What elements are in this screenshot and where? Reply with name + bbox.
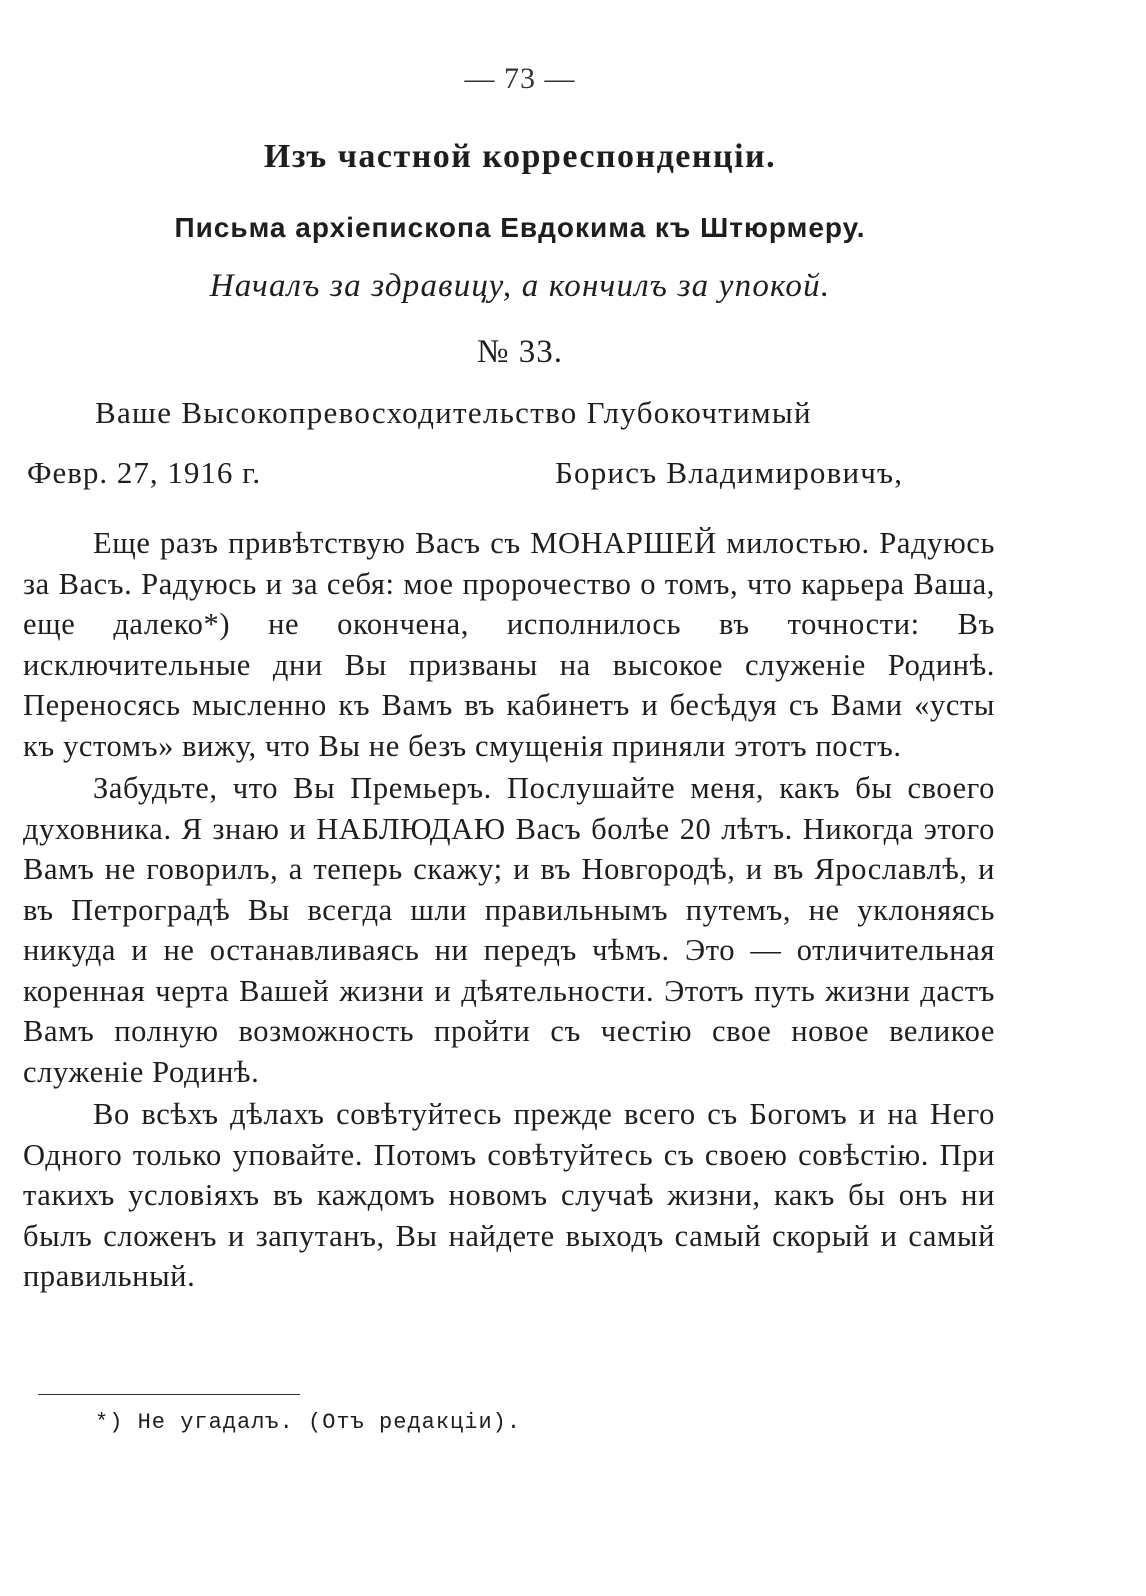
page-title: Изъ частной корреспонденціи. (263, 138, 777, 175)
section-subtitle: Письма архіепископа Евдокима къ Штюрмеру. (174, 212, 866, 243)
page-number: — 73 — (464, 62, 576, 95)
letter-date: Февр. 27, 1916 г. (27, 455, 262, 490)
footnote: *) Не угадалъ. (Отъ редакціи). (95, 1410, 522, 1435)
footnote-divider (38, 1394, 300, 1395)
letter-salutation: Ваше Высокопревосходительство Глубокочтимый (95, 395, 812, 430)
letter-paragraph: Забудьте, что Вы Премьеръ. Послушайте меня, какъ бы своего духовника. Я знаю и НАБЛЮДАЮ Васъ болѣе 20 лѣтъ. Никогда этого Вамъ не говорилъ, а теперь скажу; и въ Новгородѣ, и въ Ярославлѣ, и въ Петроградѣ Вы всегда шли правильнымъ путемъ, не уклоняясь никуда и не останавливаясь ни передъ чѣмъ. Это — отличительная коренная черта Вашей жизни и дѣятельности. Этотъ путь жизни дастъ Вамъ полную возможность пройти съ честію свое новое великое служеніе Родинѣ. (23, 771, 995, 1089)
letter-number: № 33. (477, 334, 563, 370)
letter-paragraph: Еще разъ привѣтствую Васъ съ МОНАРШЕЙ милостью. Радуюсь за Васъ. Радуюсь и за себя: мое пророчество о томъ, что карьера Ваша, еще далеко*) не окончена, исполнилось въ точности: Въ исключительные дни Вы призваны на высокое служеніе Родинѣ. Переносясь мысленно къ Вамъ въ кабинетъ и бесѣдуя съ Вами «усты къ устомъ» вижу, что Вы не безъ смущенія приняли этотъ постъ. (23, 526, 995, 763)
letter-body (23, 523, 995, 1299)
letter-paragraph: Во всѣхъ дѣлахъ совѣтуйтесь прежде всего съ Богомъ и на Него Одного только уповайте. Потомъ совѣтуйтесь съ своею совѣстію. При такихъ условіяхъ въ каждомъ новомъ случаѣ жизни, какъ бы онъ ни былъ сложенъ и запутанъ, Вы найдете выходъ самый скорый и самый правильный. (23, 1097, 995, 1293)
letter-addressee: Борисъ Владимировичъ, (555, 455, 904, 490)
epigraph: Началъ за здравицу, а кончилъ за упокой. (209, 268, 831, 304)
